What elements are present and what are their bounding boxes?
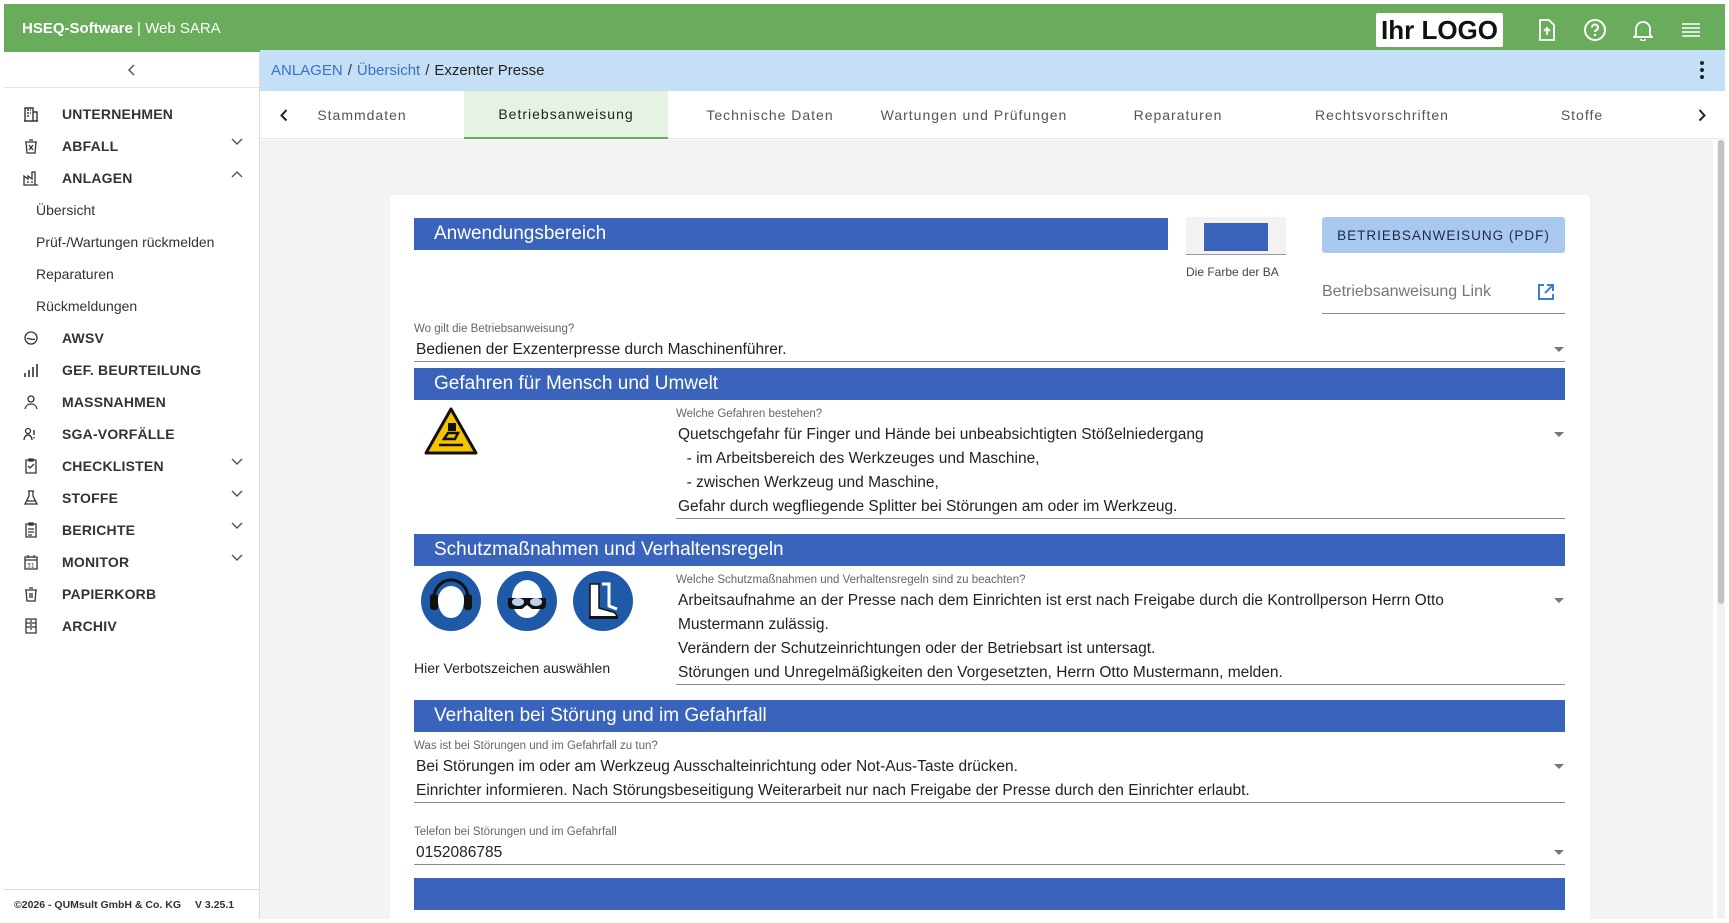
- sidebar-item-label: ANLAGEN: [62, 170, 133, 186]
- tabs-scroll-right-button[interactable]: [1692, 105, 1712, 125]
- sidebar-item-awsv[interactable]: [4, 322, 259, 354]
- top-app-bar: [0, 0, 1729, 52]
- field-underline: [414, 864, 1565, 865]
- tab-reparaturen[interactable]: Reparaturen: [1133, 107, 1223, 123]
- ba-color-picker[interactable]: [1186, 217, 1286, 255]
- waste-icon: [20, 137, 42, 155]
- breadcrumb: [260, 50, 1725, 91]
- building-icon: [20, 105, 42, 123]
- content-scrollbar[interactable]: [1717, 140, 1725, 919]
- breadcrumb-link-anlagen[interactable]: ANLAGEN: [271, 62, 343, 79]
- flask-icon: [20, 489, 42, 507]
- breadcrumb-link-uebersicht[interactable]: Übersicht: [356, 62, 421, 79]
- section-header-anwendungsbereich: Anwendungsbereich: [414, 218, 1168, 250]
- scrollbar-thumb[interactable]: [1718, 140, 1724, 604]
- sidebar-item-label: SGA-VORFÄLLE: [62, 426, 175, 442]
- sidebar-item-label: ABFALL: [62, 138, 119, 154]
- ba-link-field[interactable]: Betriebsanweisung Link: [1322, 283, 1491, 300]
- section-header-next: [414, 878, 1565, 910]
- main-content: [260, 140, 1713, 919]
- menu-icon[interactable]: [1667, 10, 1715, 50]
- chevron-up-icon: [231, 170, 243, 178]
- tab-stoffe[interactable]: Stoffe: [1560, 107, 1604, 123]
- crush-hazard-icon[interactable]: [424, 407, 478, 455]
- field-label-wo-gilt: Wo gilt die Betriebsanweisung?: [414, 323, 575, 335]
- tab-stammdaten[interactable]: Stammdaten: [317, 107, 407, 123]
- tab-technische-daten[interactable]: Technische Daten: [706, 107, 834, 123]
- ba-color-label: Die Farbe der BA: [1186, 265, 1279, 279]
- sidebar-footer: [4, 889, 259, 919]
- product-name: Web SARA: [145, 19, 221, 37]
- report-icon: [20, 521, 42, 539]
- section-header-schutzmassnahmen: Schutzmaßnahmen und Verhaltensregeln: [414, 534, 1565, 566]
- eye-protection-icon[interactable]: [496, 570, 558, 632]
- chevron-down-icon: [231, 490, 243, 498]
- sidebar-subitem-reparaturen[interactable]: Reparaturen: [36, 266, 114, 282]
- dropdown-arrow-icon[interactable]: [1554, 432, 1564, 437]
- archive-icon: [20, 617, 42, 635]
- sidebar-item-archiv[interactable]: [4, 610, 259, 642]
- dropdown-arrow-icon[interactable]: [1554, 598, 1564, 603]
- sidebar-item-sga-vorfaelle[interactable]: [4, 418, 259, 450]
- sidebar-item-label: ARCHIV: [62, 618, 117, 634]
- field-gefahren-line: Gefahr durch wegfliegende Splitter bei Störungen am oder im Werkzeug.: [678, 498, 1178, 515]
- svg-text:31: 31: [27, 562, 35, 570]
- field-gefahren-line[interactable]: Quetschgefahr für Finger und Hände bei unbeabsichtigten Stößelniedergang: [678, 426, 1204, 443]
- dropdown-arrow-icon[interactable]: [1554, 347, 1564, 352]
- symbols-caption[interactable]: Hier Verbotszeichen auswählen: [414, 660, 611, 676]
- field-gefahren-line: - zwischen Werkzeug und Maschine,: [678, 474, 939, 491]
- field-underline: [414, 361, 1565, 362]
- chevron-down-icon: [231, 138, 243, 146]
- field-gefahren-line: - im Arbeitsbereich des Werkzeuges und Maschine,: [678, 450, 1040, 467]
- help-icon[interactable]: [1571, 10, 1619, 50]
- field-schutz-line: Störungen und Unregelmäßigkeiten den Vorgesetzten, Herrn Otto Mustermann, melden.: [678, 664, 1283, 681]
- factory-icon: [20, 169, 42, 187]
- field-schutz-line: Mustermann zulässig.: [678, 616, 829, 633]
- more-vert-icon[interactable]: [1699, 60, 1705, 80]
- breadcrumb-current: Exzenter Presse: [434, 62, 545, 79]
- field-underline: [676, 518, 1565, 519]
- field-schutz-line[interactable]: Arbeitsaufnahme an der Presse nach dem Einrichten ist erst nach Freigabe durch die Kontrollperson Herrn Otto: [678, 592, 1444, 609]
- dropdown-arrow-icon[interactable]: [1554, 850, 1564, 855]
- tabs-scroll-left-button[interactable]: [274, 105, 294, 125]
- version-text: V 3.25.1: [195, 898, 235, 911]
- copyright-text: ©2026 - QUMsult GmbH & Co. KG: [14, 898, 182, 911]
- ba-color-swatch: [1204, 223, 1268, 251]
- sidebar-item-berichte[interactable]: [4, 514, 259, 546]
- app-brand: [22, 20, 221, 37]
- ba-pdf-button[interactable]: BETRIEBSANWEISUNG (PDF): [1322, 217, 1565, 253]
- tab-betriebsanweisung[interactable]: Betriebsanweisung: [464, 91, 668, 139]
- incident-icon: [20, 425, 42, 443]
- field-telefon[interactable]: 0152086785: [416, 844, 503, 861]
- tab-rechtsvorschriften[interactable]: Rechtsvorschriften: [1315, 107, 1449, 123]
- tab-bar: [260, 91, 1725, 139]
- sidebar-item-label: BERICHTE: [62, 522, 136, 538]
- ba-link-underline: [1322, 313, 1565, 314]
- field-schutz-line: Verändern der Schutzeinrichtungen oder der Betriebsart ist untersagt.: [678, 640, 1156, 657]
- sidebar: [4, 52, 260, 919]
- field-wo-gilt[interactable]: Bedienen der Exzenterpresse durch Maschinenführer.: [416, 341, 787, 358]
- field-underline: [414, 802, 1565, 803]
- sidebar-item-monitor[interactable]: [4, 546, 259, 578]
- risk-chart-icon: [20, 361, 42, 379]
- chevron-right-icon: [1698, 109, 1706, 122]
- sidebar-subitem-uebersicht[interactable]: Übersicht: [36, 202, 96, 218]
- sidebar-item-label: CHECKLISTEN: [62, 458, 164, 474]
- field-label-schutz: Welche Schutzmaßnahmen und Verhaltensregeln sind zu beachten?: [676, 574, 1026, 586]
- sidebar-item-anlagen[interactable]: [4, 162, 259, 194]
- sidebar-item-label: UNTERNEHMEN: [62, 106, 174, 122]
- export-icon[interactable]: [1523, 10, 1571, 50]
- safety-boots-icon[interactable]: [572, 570, 634, 632]
- breadcrumb-separator: /: [347, 62, 352, 79]
- calendar-icon: [20, 553, 42, 571]
- sidebar-item-unternehmen[interactable]: [4, 98, 259, 130]
- chevron-left-icon: [280, 109, 288, 122]
- sidebar-item-abfall[interactable]: [4, 130, 259, 162]
- field-label-stoerung: Was ist bei Störungen und im Gefahrfall zu tun?: [414, 740, 658, 752]
- sidebar-item-papierkorb[interactable]: [4, 578, 259, 610]
- dropdown-arrow-icon[interactable]: [1554, 764, 1564, 769]
- checklist-icon: [20, 457, 42, 475]
- trash-icon: [20, 585, 42, 603]
- sidebar-item-checklisten[interactable]: [4, 450, 259, 482]
- tab-wartungen-pruefungen[interactable]: Wartungen und Prüfungen: [880, 107, 1068, 123]
- sidebar-item-stoffe[interactable]: [4, 482, 259, 514]
- field-stoerung-line: Einrichter informieren. Nach Störungsbeseitigung Weiterarbeit nur nach Freigabe der Presse durch den Einrichter erlaubt.: [416, 782, 1250, 799]
- brand-name: HSEQ-Software: [22, 19, 133, 37]
- sidebar-item-label: GEF. BEURTEILUNG: [62, 362, 202, 378]
- measures-icon: [20, 393, 42, 411]
- bell-icon[interactable]: [1619, 10, 1667, 50]
- ear-protection-icon[interactable]: [420, 570, 482, 632]
- brand-separator: |: [132, 19, 146, 37]
- sidebar-item-label: MASSNAHMEN: [62, 394, 166, 410]
- field-stoerung-line[interactable]: Bei Störungen im oder am Werkzeug Ausschalteinrichtung oder Not-Aus-Taste drücken.: [416, 758, 1018, 775]
- section-header-stoerung: Verhalten bei Störung und im Gefahrfall: [414, 700, 1565, 732]
- field-label-gefahren: Welche Gefahren bestehen?: [676, 408, 823, 420]
- chevron-left-icon: [127, 64, 137, 76]
- ba-card: [390, 195, 1590, 919]
- chevron-down-icon: [231, 522, 243, 530]
- field-label-telefon: Telefon bei Störungen und im Gefahrfall: [414, 826, 617, 838]
- sidebar-item-label: PAPIERKORB: [62, 586, 157, 602]
- field-underline: [676, 684, 1565, 685]
- sidebar-collapse-button[interactable]: [4, 52, 259, 88]
- sidebar-item-label: STOFFE: [62, 490, 119, 506]
- chevron-down-icon: [231, 458, 243, 466]
- company-logo: Ihr LOGO: [1376, 13, 1503, 47]
- sidebar-subitem-pruef-wartungen[interactable]: Prüf-/Wartungen rückmelden: [36, 234, 215, 250]
- sidebar-item-label: MONITOR: [62, 554, 130, 570]
- chevron-down-icon: [231, 554, 243, 562]
- sidebar-item-gef-beurteilung[interactable]: [4, 354, 259, 386]
- sidebar-subitem-rueckmeldungen[interactable]: Rückmeldungen: [36, 298, 138, 314]
- breadcrumb-separator: /: [425, 62, 430, 79]
- open-in-new-icon[interactable]: [1536, 282, 1556, 302]
- sidebar-item-label: AWSV: [62, 330, 105, 346]
- sidebar-item-massnahmen[interactable]: [4, 386, 259, 418]
- water-icon: [20, 329, 42, 347]
- section-header-gefahren: Gefahren für Mensch und Umwelt: [414, 368, 1565, 400]
